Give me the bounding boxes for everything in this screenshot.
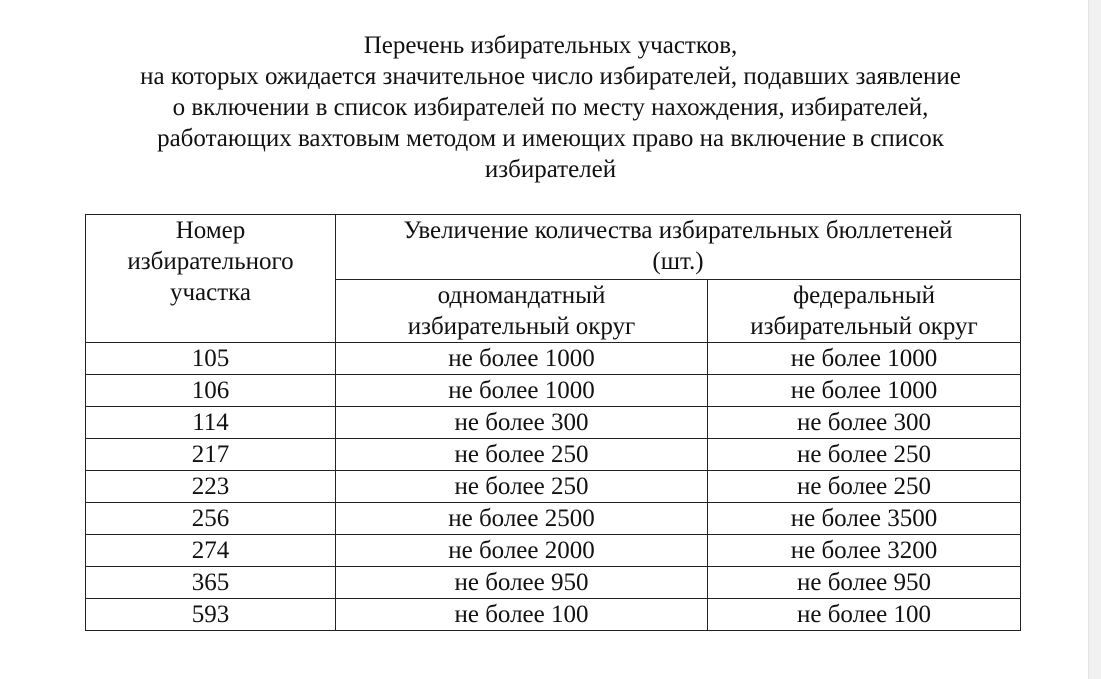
precinct-number-cell: 105 bbox=[86, 343, 336, 375]
table-row bbox=[86, 503, 1021, 535]
precinct-number-header bbox=[86, 215, 336, 343]
single-mandate-cell: не более 2000 bbox=[336, 535, 708, 567]
title-line: Перечень избирательных участков, bbox=[363, 32, 738, 59]
table-row bbox=[86, 535, 1021, 567]
header-line: Номер bbox=[175, 217, 246, 244]
precinct-number-cell: 217 bbox=[86, 439, 336, 471]
single-mandate-cell: не более 1000 bbox=[336, 375, 708, 407]
federal-district-header bbox=[708, 280, 1021, 343]
table-row bbox=[86, 343, 1021, 375]
ballot-increase-header bbox=[336, 215, 1021, 280]
header-line: Увеличение количества избирательных бюллетеней bbox=[403, 217, 953, 244]
federal-cell: не более 300 bbox=[708, 407, 1021, 439]
title-line: избирателей bbox=[484, 156, 617, 183]
header-line: федеральный bbox=[792, 282, 936, 309]
precinct-number-cell: 256 bbox=[86, 503, 336, 535]
single-mandate-cell: не более 250 bbox=[336, 439, 708, 471]
header-line: избирательный округ bbox=[750, 313, 978, 340]
table-row bbox=[86, 567, 1021, 599]
header-line: избирательный округ bbox=[407, 313, 636, 340]
precinct-number-cell: 106 bbox=[86, 375, 336, 407]
single-mandate-district-header bbox=[336, 280, 708, 343]
federal-cell: не более 950 bbox=[708, 567, 1021, 599]
single-mandate-cell: не более 300 bbox=[336, 407, 708, 439]
federal-cell: не более 1000 bbox=[708, 343, 1021, 375]
table-row bbox=[86, 375, 1021, 407]
single-mandate-cell: не более 2500 bbox=[336, 503, 708, 535]
table-row bbox=[86, 407, 1021, 439]
single-mandate-cell: не более 1000 bbox=[336, 343, 708, 375]
table-row bbox=[86, 599, 1021, 631]
title-line: о включении в список избирателей по месту нахождения, избирателей, bbox=[172, 94, 929, 121]
federal-cell: не более 250 bbox=[708, 439, 1021, 471]
header-line: одномандатный bbox=[437, 282, 606, 309]
single-mandate-cell: не более 100 bbox=[336, 599, 708, 631]
document-title bbox=[0, 30, 1101, 185]
federal-cell: не более 250 bbox=[708, 471, 1021, 503]
precinct-number-cell: 274 bbox=[86, 535, 336, 567]
precinct-number-cell: 365 bbox=[86, 567, 336, 599]
table-row bbox=[86, 471, 1021, 503]
precinct-number-cell: 114 bbox=[86, 407, 336, 439]
single-mandate-cell: не более 950 bbox=[336, 567, 708, 599]
precinct-number-cell: 223 bbox=[86, 471, 336, 503]
federal-cell: не более 100 bbox=[708, 599, 1021, 631]
federal-cell: не более 1000 bbox=[708, 375, 1021, 407]
title-line: на которых ожидается значительное число избирателей, подавших заявление bbox=[140, 63, 961, 90]
precinct-ballot-table bbox=[85, 214, 1021, 631]
federal-cell: не более 3500 bbox=[708, 503, 1021, 535]
federal-cell: не более 3200 bbox=[708, 535, 1021, 567]
header-line: участка bbox=[169, 279, 252, 306]
title-line: работающих вахтовым методом и имеющих право на включение в список bbox=[157, 125, 944, 152]
precinct-number-cell: 593 bbox=[86, 599, 336, 631]
header-line: (шт.) bbox=[652, 248, 704, 275]
header-line: избирательного bbox=[127, 248, 294, 275]
table-row bbox=[86, 439, 1021, 471]
single-mandate-cell: не более 250 bbox=[336, 471, 708, 503]
